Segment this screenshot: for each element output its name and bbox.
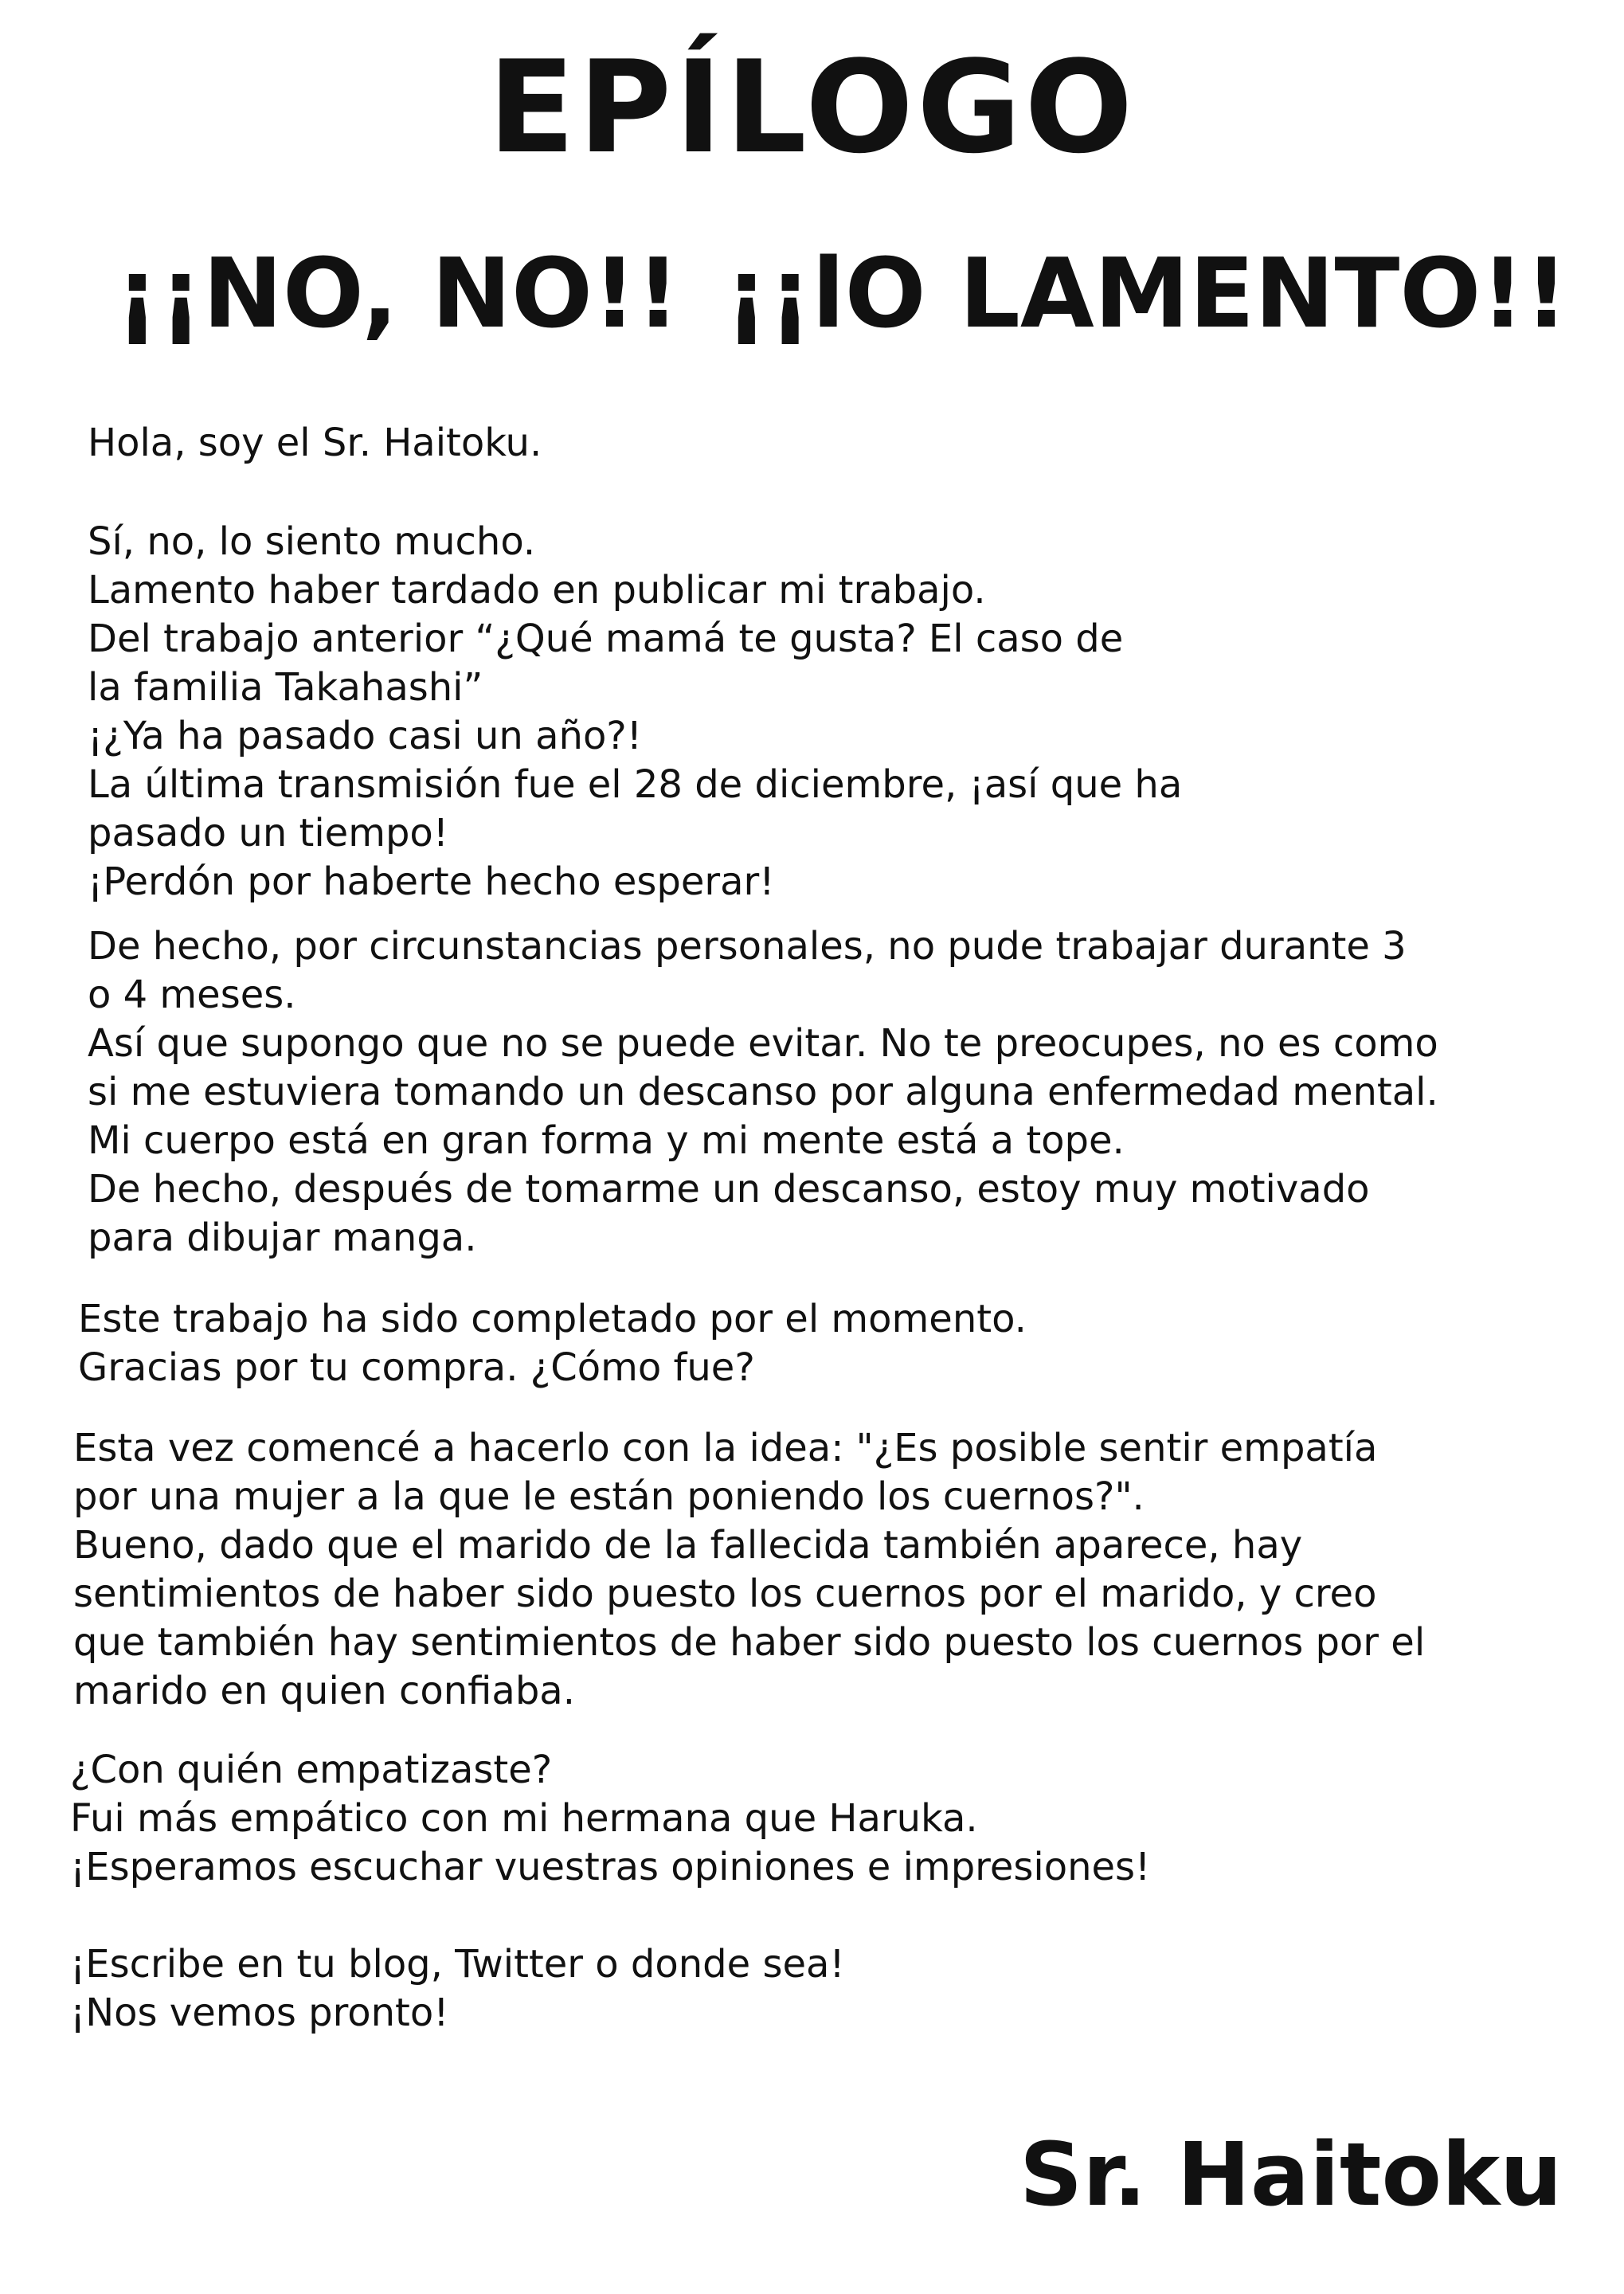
text-line: Fui más empático con mi hermana que Haruka. [70, 1796, 978, 1841]
text-line: La última transmisión fue el 28 de diciembre, ¡así que ha [88, 762, 1183, 807]
text-line: Del trabajo anterior “¿Qué mamá te gusta? El caso de [88, 617, 1124, 661]
text-line: ¡Esperamos escuchar vuestras opiniones e impresiones! [70, 1845, 1151, 1889]
paragraph-apology [88, 518, 1182, 906]
text-line: ¿Con quién empatizaste? [70, 1748, 553, 1792]
paragraph-circumstances [88, 922, 1438, 1262]
paragraph-question [70, 1746, 1150, 1892]
text-line: ¡¿Ya ha pasado casi un año?! [88, 714, 643, 758]
subtitle-no-no: ¡¡NO, NO!! [115, 239, 680, 350]
text-line: si me estuviera tomando un descanso por alguna enfermedad mental. [88, 1070, 1438, 1114]
text-line: Este trabajo ha sido completado por el momento. [78, 1297, 1027, 1341]
paragraph-closing [70, 1940, 845, 2038]
text-line: sentimientos de haber sido puesto los cuernos por el marido, y creo [73, 1572, 1377, 1616]
text-line: Sí, no, lo siento mucho. [88, 519, 536, 564]
text-line: por una mujer a la que le están poniendo los cuernos?". [73, 1474, 1145, 1519]
subtitle-lo-lamento: ¡¡lO LAMENTO!! [725, 239, 1568, 350]
text-line: ¡Nos vemos pronto! [70, 1991, 449, 2035]
text-line: pasado un tiempo! [88, 811, 449, 855]
text-line: De hecho, por circunstancias personales, no pude trabajar durante 3 [88, 924, 1407, 969]
text-line: Esta vez comencé a hacerlo con la idea: "¿Es posible sentir empatía [73, 1426, 1378, 1470]
page-title: EPÍLOGO [487, 33, 1137, 182]
author-signature: Sr. Haitoku [1019, 2124, 1563, 2225]
text-line: la familia Takahashi” [88, 665, 483, 710]
text-line: Gracias por tu compra. ¿Cómo fue? [78, 1345, 755, 1390]
text-line: ¡Perdón por haberte hecho esperar! [88, 859, 775, 904]
text-line: para dibujar manga. [88, 1216, 477, 1260]
paragraph-greeting [88, 419, 542, 468]
paragraph-completion [78, 1295, 1027, 1392]
text-line: ¡Escribe en tu blog, Twitter o donde sea! [70, 1942, 845, 1987]
text-line: que también hay sentimientos de haber sido puesto los cuernos por el [73, 1620, 1426, 1665]
text-line: o 4 meses. [88, 973, 296, 1017]
paragraph-empathy-idea [73, 1424, 1425, 1716]
text-line: marido en quien confiaba. [73, 1669, 575, 1713]
text-line: De hecho, después de tomarme un descanso, estoy muy motivado [88, 1167, 1370, 1212]
text-line: Así que supongo que no se puede evitar. No te preocupes, no es como [88, 1021, 1438, 1066]
text-line: Lamento haber tardado en publicar mi trabajo. [88, 568, 986, 613]
text-line: Bueno, dado que el marido de la fallecida también aparece, hay [73, 1523, 1303, 1568]
text-line: Hola, soy el Sr. Haitoku. [88, 421, 542, 465]
text-line: Mi cuerpo está en gran forma y mi mente está a tope. [88, 1118, 1125, 1163]
